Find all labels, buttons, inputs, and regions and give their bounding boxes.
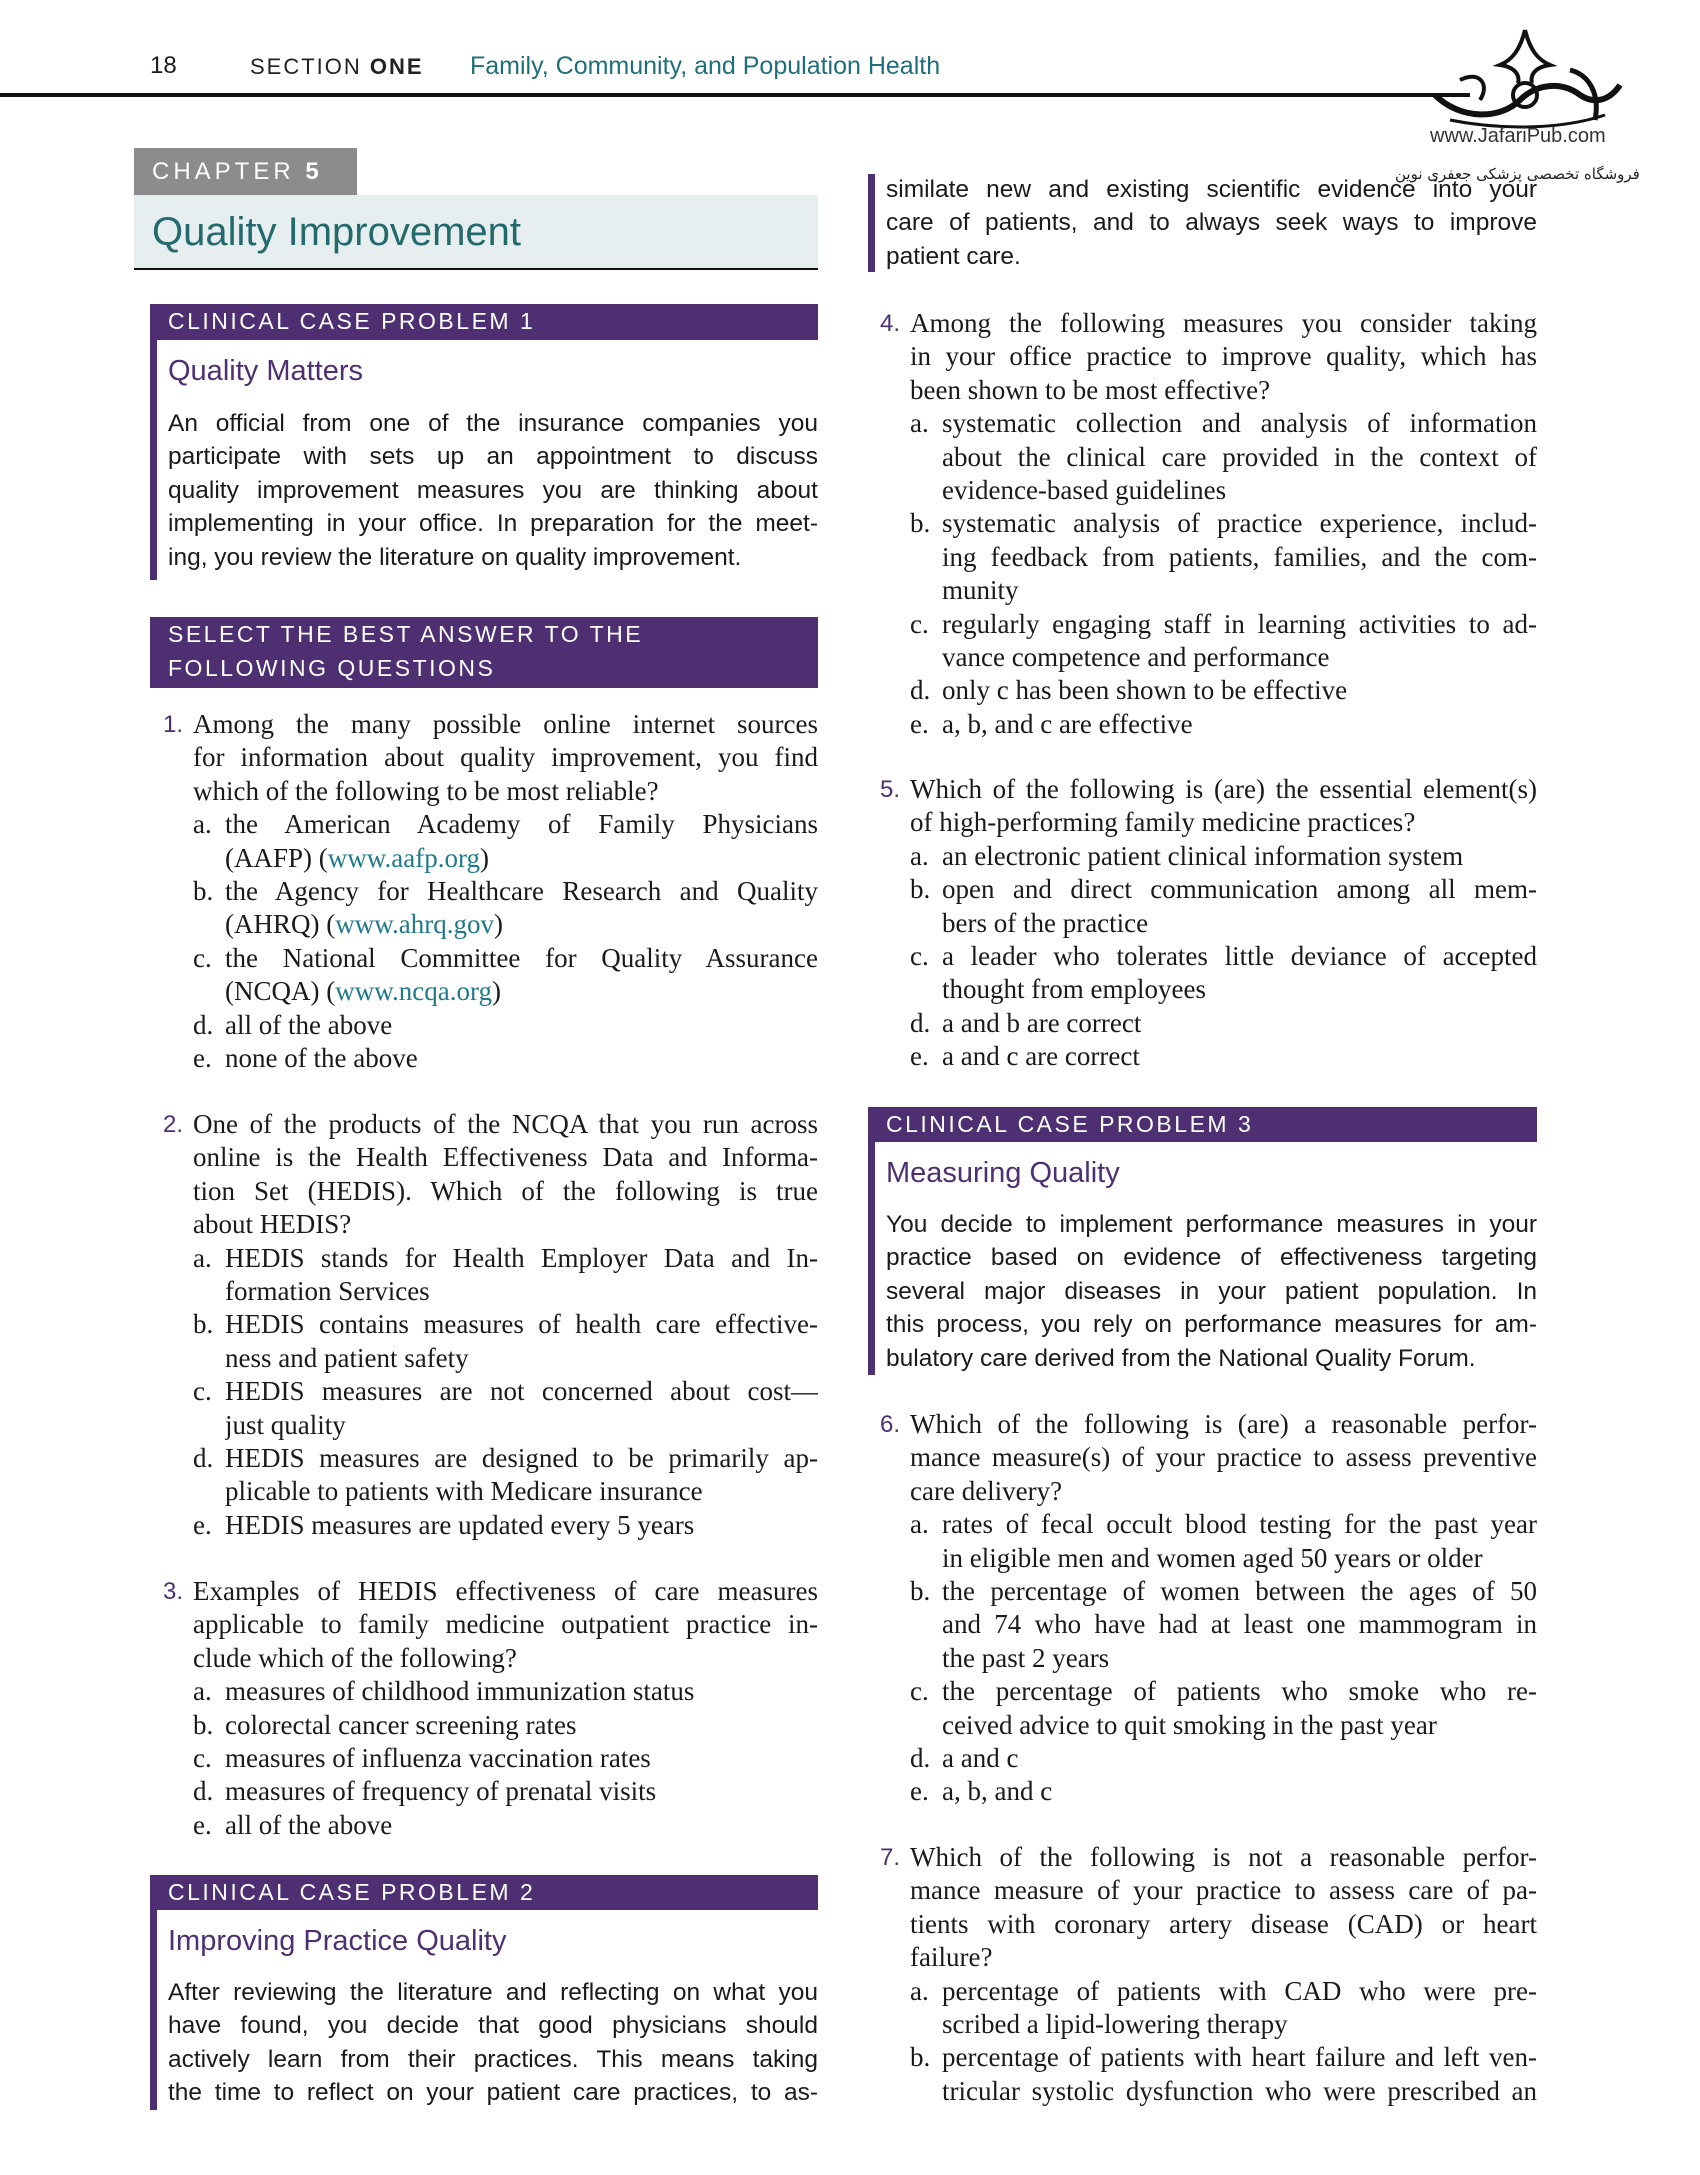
chapter-title: Quality Improvement (152, 210, 522, 254)
question-1 (193, 708, 818, 1075)
text-line: After reviewing the literature and reflecting on what you (168, 1979, 818, 2006)
option-text-line: the American Academy of Family Physicians (225, 809, 818, 840)
answer-option-a[interactable] (193, 1242, 818, 1309)
select-header-line: FOLLOWING QUESTIONS (168, 655, 496, 681)
text-line: implementing in your office. In preparation for the meet- (168, 510, 818, 538)
text-line: bulatory care derived from the National Quality Forum. (886, 1344, 1476, 1372)
option-text-line: HEDIS stands for Health Employer Data and In- (225, 1242, 818, 1273)
section-word: SECTION (250, 54, 362, 79)
text-line: Examples of HEDIS effectiveness of care measures (193, 1576, 818, 1606)
option-letter: b. (193, 875, 214, 906)
publisher-logo-icon (1420, 25, 1630, 135)
option-text-line: measures of influenza vaccination rates (225, 1742, 651, 1773)
link-prefix: (AAFP) ( (225, 842, 328, 873)
text-line: online is the Health Effectiveness Data and Informa- (193, 1142, 818, 1173)
option-text-line: ness and patient safety (225, 1342, 469, 1373)
text-line: An official from one of the insurance companies you (168, 410, 818, 437)
option-letter: c. (910, 1676, 929, 1707)
option-text-line: a and b are correct (942, 1007, 1142, 1038)
chapter-label (134, 148, 357, 195)
question-stem (910, 307, 1537, 407)
question-6 (910, 1408, 1537, 1809)
option-link-line (225, 975, 818, 1008)
option-text-line: the past 2 years (942, 1642, 1110, 1673)
answer-option-e[interactable] (910, 1040, 1537, 1073)
text-line: the time to reflect on your patient care practices, to as- (168, 2079, 818, 2107)
text-line: this process, you rely on performance measures for am- (886, 1311, 1537, 1339)
case2-body (168, 1976, 818, 2110)
text-line: actively learn from their practices. This means taking (168, 2045, 818, 2073)
option-letter: c. (193, 1376, 212, 1407)
option-link-line (225, 908, 818, 941)
text-line: failure? (910, 1942, 993, 1973)
question-5 (910, 773, 1537, 1074)
answer-option-b[interactable] (910, 1575, 1537, 1675)
option-text-line: the percentage of women between the ages of 50 (942, 1575, 1537, 1606)
option-letter: c. (193, 1742, 212, 1773)
answer-option-c[interactable] (193, 942, 818, 1009)
option-text-line: rates of fecal occult blood testing for the past year (942, 1509, 1537, 1540)
option-letter: e. (910, 1776, 929, 1807)
website-link[interactable]: www.ahrq.gov (335, 909, 494, 940)
link-prefix: (NCQA) ( (225, 976, 336, 1007)
option-letter: a. (910, 1975, 929, 2006)
option-letter: e. (193, 1509, 212, 1540)
link-suffix: ) (479, 842, 489, 873)
option-letter: d. (910, 1007, 931, 1038)
answer-option-e[interactable] (910, 708, 1537, 741)
text-line: quality improvement measures you are thinking about (168, 476, 818, 504)
text-line: mance measure(s) of your practice to assess preventive (910, 1442, 1537, 1473)
option-text-line: ceived advice to quit smoking in the past year (942, 1709, 1437, 1740)
option-text-line: all of the above (225, 1009, 393, 1040)
answer-option-b[interactable] (910, 2041, 1537, 2108)
option-letter: a. (910, 408, 929, 439)
answer-option-e[interactable] (193, 1042, 818, 1075)
case3-body (886, 1208, 1537, 1375)
case2-subtitle: Improving Practice Quality (168, 1925, 507, 1957)
option-letter: c. (193, 942, 212, 973)
option-letter: a. (910, 840, 929, 871)
watermark-persian-text: فروشگاه تخصصی پزشکی جعفری نوین (1395, 165, 1640, 183)
question-number: 4. (880, 310, 901, 337)
option-text-line: only c has been shown to be effective (942, 675, 1348, 706)
option-text-line: HEDIS measures are not concerned about cost— (225, 1376, 818, 1407)
question-number: 5. (880, 776, 901, 803)
text-line: participate with sets up an appointment to discuss (168, 443, 818, 471)
option-text-line: an electronic patient clinical information system (942, 840, 1464, 871)
link-suffix: ) (491, 976, 501, 1007)
option-text-line: HEDIS contains measures of health care effective- (225, 1309, 818, 1340)
text-line: mance measure of your practice to assess care of pa- (910, 1875, 1537, 1906)
option-text-line: HEDIS measures are updated every 5 years (225, 1509, 695, 1540)
answer-option-b[interactable] (910, 507, 1537, 607)
answer-option-d[interactable] (910, 674, 1537, 707)
answer-option-b[interactable] (193, 875, 818, 942)
website-link[interactable]: www.ncqa.org (335, 976, 492, 1007)
option-text-line: evidence-based guidelines (942, 474, 1227, 505)
answer-option-b[interactable] (910, 873, 1537, 940)
answer-option-b[interactable] (193, 1308, 818, 1375)
case1-bar (150, 340, 157, 580)
option-text-line: colorectal cancer screening rates (225, 1709, 577, 1740)
section-title: Family, Community, and Population Health (470, 52, 941, 80)
text-line: similate new and existing scientific evidence into your (886, 176, 1537, 203)
case2-header: CLINICAL CASE PROBLEM 2 (150, 1875, 818, 1910)
answer-option-e[interactable] (910, 1775, 1537, 1808)
case2-body-continued (886, 173, 1537, 273)
text-line: patient care. (886, 242, 1021, 270)
option-letter: e. (910, 708, 929, 739)
option-text-line: thought from employees (942, 974, 1206, 1005)
select-header-line: SELECT THE BEST ANSWER TO THE (168, 621, 644, 647)
answer-option-d[interactable] (193, 1775, 818, 1808)
option-letter: e. (910, 1041, 929, 1072)
question-stem (193, 1575, 818, 1675)
option-letter: b. (193, 1309, 214, 1340)
answer-option-d[interactable] (910, 1742, 1537, 1775)
question-stem (193, 1108, 818, 1242)
option-text-line: measures of frequency of prenatal visits (225, 1776, 657, 1807)
answer-option-a[interactable] (193, 1675, 818, 1708)
option-letter: b. (910, 874, 931, 905)
option-letter: d. (910, 675, 931, 706)
text-line: care delivery? (910, 1475, 1063, 1506)
answer-option-e[interactable] (193, 1509, 818, 1542)
option-letter: e. (193, 1042, 212, 1073)
option-text-line: in eligible men and women aged 50 years or older (942, 1542, 1483, 1573)
option-text-line: ing feedback from patients, families, and the com- (942, 541, 1537, 572)
link-suffix: ) (493, 909, 503, 940)
question-stem (910, 1841, 1537, 1975)
case1-subtitle: Quality Matters (168, 355, 363, 387)
option-letter: c. (910, 940, 929, 971)
text-line: of high-performing family medicine practices? (910, 807, 1416, 838)
text-line: tion Set (HEDIS). Which of the following is true (193, 1175, 818, 1206)
text-line: for information about quality improvement, you find (193, 742, 818, 773)
website-link[interactable]: www.aafp.org (327, 842, 480, 873)
option-text-line: a leader who tolerates little deviance of accepted (942, 940, 1537, 971)
case2-bar (150, 1910, 157, 2110)
option-text-line: none of the above (225, 1042, 418, 1073)
text-line: clude which of the following? (193, 1642, 517, 1673)
option-text-line: about the clinical care provided in the context of (942, 441, 1537, 472)
option-text-line: bers of the practice (942, 907, 1149, 938)
text-line: several major diseases in your patient population. In (886, 1277, 1537, 1305)
question-4 (910, 307, 1537, 741)
option-text-line: systematic analysis of practice experience, includ- (942, 508, 1537, 539)
option-letter: a. (193, 1242, 212, 1273)
option-text-line: HEDIS measures are designed to be primarily ap- (225, 1442, 818, 1473)
option-letter: d. (193, 1009, 214, 1040)
section-number: ONE (369, 54, 424, 79)
question-number: 7. (880, 1844, 901, 1871)
option-link-line (225, 842, 818, 875)
option-letter: a. (193, 809, 212, 840)
option-text-line: tricular systolic dysfunction who were prescribed an (942, 2075, 1537, 2106)
option-text-line: systematic collection and analysis of information (942, 408, 1537, 439)
question-2 (193, 1108, 818, 1542)
answer-option-c[interactable] (193, 1375, 818, 1442)
option-text-line: vance competence and performance (942, 641, 1330, 672)
case1-body (168, 407, 818, 574)
option-letter: d. (193, 1442, 214, 1473)
header-rule (0, 93, 1470, 97)
option-letter: b. (910, 1575, 931, 1606)
option-text-line: regularly engaging staff in learning activities to ad- (942, 608, 1537, 639)
text-line: which of the following to be most reliable? (193, 775, 659, 806)
question-number: 3. (163, 1578, 184, 1605)
answer-option-c[interactable] (910, 608, 1537, 675)
case3-header: CLINICAL CASE PROBLEM 3 (868, 1107, 1537, 1142)
option-letter: b. (910, 2042, 931, 2073)
option-letter: e. (193, 1809, 212, 1840)
question-number: 1. (163, 711, 184, 738)
text-line: Which of the following is (are) a reasonable perfor- (910, 1409, 1537, 1439)
answer-option-a[interactable] (193, 808, 818, 875)
case3-subtitle: Measuring Quality (886, 1157, 1120, 1189)
option-text-line: the Agency for Healthcare Research and Quality (225, 875, 818, 906)
question-stem (910, 1408, 1537, 1508)
answer-option-c[interactable] (910, 1675, 1537, 1742)
text-line: about HEDIS? (193, 1209, 352, 1240)
text-line: in your office practice to improve quality, which has (910, 341, 1537, 372)
answer-option-e[interactable] (193, 1809, 818, 1842)
option-text-line: percentage of patients with heart failure and left ven- (942, 2042, 1537, 2073)
answer-option-c[interactable] (910, 940, 1537, 1007)
option-text-line: just quality (225, 1409, 346, 1440)
text-line: ing, you review the literature on quality improvement. (168, 543, 742, 571)
answer-option-d[interactable] (193, 1442, 818, 1509)
link-prefix: (AHRQ) ( (225, 909, 336, 940)
option-letter: d. (910, 1742, 931, 1773)
text-line: One of the products of the NCQA that you run across (193, 1109, 818, 1139)
answer-option-a[interactable] (910, 407, 1537, 507)
option-text-line: and 74 who have had at least one mammogram in (942, 1609, 1537, 1640)
text-line: have found, you decide that good physicians should (168, 2012, 818, 2040)
option-text-line: scribed a lipid-lowering therapy (942, 2008, 1288, 2039)
case3-bar (868, 1142, 875, 1375)
option-text-line: percentage of patients with CAD who were pre- (942, 1975, 1537, 2006)
text-line: Which of the following is not a reasonable perfor- (910, 1842, 1537, 1872)
page-number: 18 (150, 52, 177, 79)
option-letter: a. (193, 1676, 212, 1707)
case2-continued-bar (868, 174, 875, 272)
option-text-line: formation Services (225, 1275, 430, 1306)
option-letter: b. (193, 1709, 214, 1740)
answer-option-d[interactable] (193, 1009, 818, 1042)
chapter-word: CHAPTER (152, 158, 295, 185)
option-letter: c. (910, 608, 929, 639)
question-7 (910, 1841, 1537, 2108)
select-answer-header (150, 617, 818, 688)
option-text-line: a, b, and c are effective (942, 708, 1193, 739)
option-text-line: measures of childhood immunization status (225, 1676, 695, 1707)
option-text-line: the National Committee for Quality Assurance (225, 942, 818, 973)
text-line: care of patients, and to always seek ways to improve (886, 209, 1537, 237)
option-text-line: all of the above (225, 1809, 393, 1840)
answer-option-b[interactable] (193, 1709, 818, 1742)
answer-option-d[interactable] (910, 1007, 1537, 1040)
text-line: been shown to be most effective? (910, 374, 1271, 405)
answer-option-a[interactable] (910, 840, 1537, 873)
option-text-line: the percentage of patients who smoke who re- (942, 1676, 1537, 1707)
case1-header: CLINICAL CASE PROBLEM 1 (150, 304, 818, 340)
option-text-line: a and c are correct (942, 1041, 1140, 1072)
answer-option-c[interactable] (193, 1742, 818, 1775)
text-line: Among the many possible online internet sources (193, 709, 818, 739)
question-stem (193, 708, 818, 808)
option-letter: b. (910, 508, 931, 539)
text-line: Among the following measures you consider taking (910, 308, 1537, 338)
answer-option-a[interactable] (910, 1975, 1537, 2042)
text-line: applicable to family medicine outpatient practice in- (193, 1609, 818, 1640)
text-line: practice based on evidence of effectiveness targeting (886, 1244, 1537, 1272)
option-text-line: munity (942, 575, 1019, 606)
option-text-line: a, b, and c (942, 1776, 1053, 1807)
question-number: 2. (163, 1111, 184, 1138)
answer-option-a[interactable] (910, 1508, 1537, 1575)
watermark-url: www.JafariPub.com (1430, 125, 1606, 147)
text-line: Which of the following is (are) the essential element(s) (910, 774, 1537, 804)
option-text-line: plicable to patients with Medicare insurance (225, 1476, 703, 1507)
question-number: 6. (880, 1411, 901, 1438)
text-line: tients with coronary artery disease (CAD) or heart (910, 1908, 1537, 1939)
text-line: You decide to implement performance measures in your (886, 1211, 1537, 1238)
option-text-line: a and c (942, 1742, 1019, 1773)
option-text-line: open and direct communication among all mem- (942, 874, 1537, 905)
section-label (250, 54, 424, 80)
option-letter: a. (910, 1509, 929, 1540)
option-letter: d. (193, 1776, 214, 1807)
chapter-number: 5 (305, 158, 323, 185)
question-stem (910, 773, 1537, 840)
question-3 (193, 1575, 818, 1842)
